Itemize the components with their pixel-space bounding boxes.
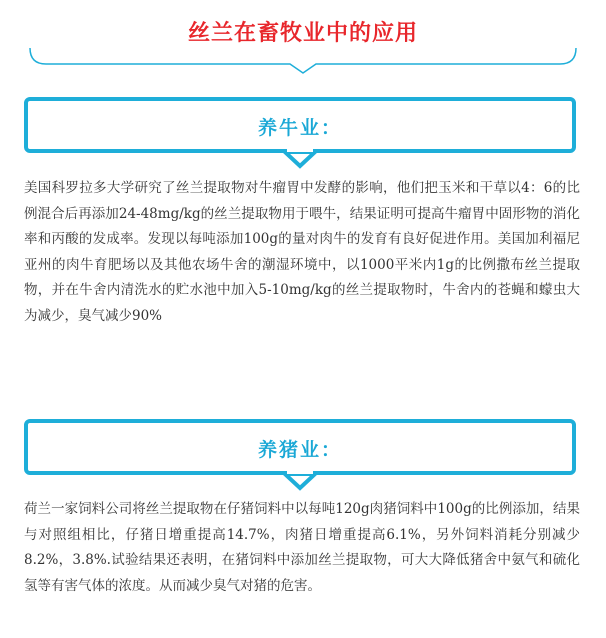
page-header xyxy=(28,0,578,75)
page-title: 丝兰在畜牧业中的应用 xyxy=(187,20,418,46)
section-heading-box-pig xyxy=(24,419,576,475)
section-body-cattle: 美国科罗拉多大学研究了丝兰提取物对牛瘤胃中发酵的影响，他们把玉米和干草以4：6的比例混合后再添加24-48mg/kg的丝兰提取物用于喂牛，结果证明可提高牛瘤胃中固形物的消化率和丙酸的发成率。发现以每吨添加100g的量对肉牛的发育有良好促进作用。美国加利福尼亚州的肉牛育肥场以及其他农场牛舍的潮湿环境中，以1000平米内1g的比例撒布丝兰提取物，并在牛舍内清洗水的贮水池中加入5-10mg/kg的丝兰提取物时，牛舍内的苍蝇和蠓虫大为减少，臭气减少90% xyxy=(24,180,580,324)
section-heading-cattle: 养牛业： xyxy=(257,117,342,139)
section-body-pig: 荷兰一家饲料公司将丝兰提取物在仔猪饲料中以每吨120g肉猪饲料中100g的比例添加，结果与对照组相比，仔猪日增重提高14.7%，肉猪日增重提高6.1%，另外饲料消耗分别减少8.2%，3.8%.试验结果还表明，在猪饲料中添加丝兰提取物，可大大降低猪舍中氨气和硫化氢等有害气体的浓度。从而减少臭气对猪的危害。 xyxy=(24,501,580,594)
section-heading-pig: 养猪业： xyxy=(257,439,342,461)
title-underline xyxy=(28,0,578,75)
section-heading-box-cattle xyxy=(24,97,576,153)
